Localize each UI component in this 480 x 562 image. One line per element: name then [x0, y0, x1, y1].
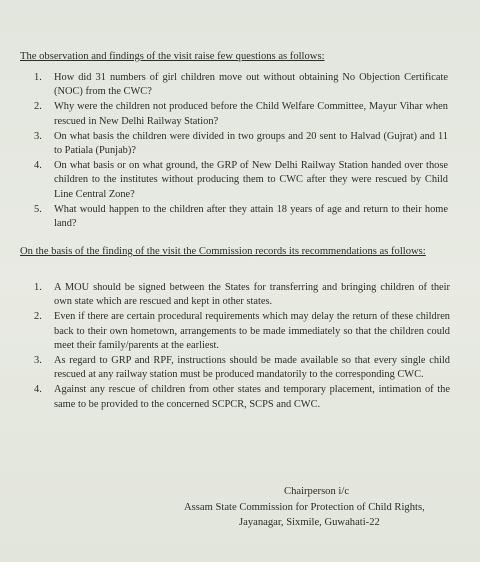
item-text: How did 31 numbers of girl children move out without obtaining No Objection Certificate (NOC) from the CWC?: [54, 72, 448, 98]
item-text: As regard to GRP and RPF, instructions should be made available so that every single child rescued at any railway station must be produced mandatorily to the corresponding CWC.: [54, 355, 450, 381]
recommendations-heading: On the basis of the finding of the visit the Commission records its recommendations as follows:: [20, 246, 426, 257]
signatory-designation: Chairperson i/c: [284, 486, 350, 497]
item-text: Even if there are certain procedural requirements which may delay the return of these children back to their own hometown, arrangements to be made immediately so that the children could meet their family/parents at the earliest.: [54, 311, 450, 351]
recommendation-item: [30, 354, 450, 382]
item-text: A MOU should be signed between the States for transferring and bringing children of their own state which are rescued and kept in other states.: [54, 282, 450, 308]
recommendation-item: [30, 383, 450, 411]
item-number: 3.: [34, 355, 42, 367]
questions-list: [30, 71, 448, 232]
signatory-address: Jayanagar, Sixmile, Guwahati-22: [239, 517, 380, 528]
question-item: [30, 130, 448, 158]
question-item: [30, 100, 448, 128]
item-number: 4.: [34, 160, 42, 172]
item-number: 5.: [34, 203, 42, 215]
item-number: 2.: [34, 311, 42, 323]
item-number: 4.: [34, 384, 42, 396]
item-text: Why were the children not produced before the Child Welfare Committee, Mayur Vihar when rescued in New Delhi Railway Station?: [54, 101, 448, 127]
question-item: [30, 71, 448, 99]
recommendations-list: [30, 281, 450, 413]
recommendation-item: [30, 310, 450, 353]
item-text: On what basis or on what ground, the GRP of New Delhi Railway Station handed over those children to the institutes without producing them to CWC after they were rescued by Child Line Central Zone?: [54, 160, 448, 200]
signatory-organization: Assam State Commission for Protection of Child Rights,: [184, 502, 425, 513]
item-number: 3.: [34, 130, 42, 142]
item-text: What would happen to the children after they attain 18 years of age and return to their home land?: [54, 203, 448, 230]
item-text: On what basis the children were divided in two groups and 20 sent to Halvad (Gujrat) and 11 to Patiala (Punjab)?: [54, 130, 448, 157]
questions-heading: The observation and findings of the visit raise few questions as follows:: [20, 51, 325, 62]
item-text: Against any rescue of children from other states and temporary placement, intimation of the same to be provided to the concerned SCPCR, SCPS and CWC.: [54, 384, 450, 410]
question-item: [30, 159, 448, 202]
item-number: 1.: [34, 72, 42, 83]
question-item: [30, 203, 448, 231]
item-number: 2.: [34, 101, 42, 113]
item-number: 1.: [34, 282, 42, 293]
recommendation-item: [30, 281, 450, 309]
